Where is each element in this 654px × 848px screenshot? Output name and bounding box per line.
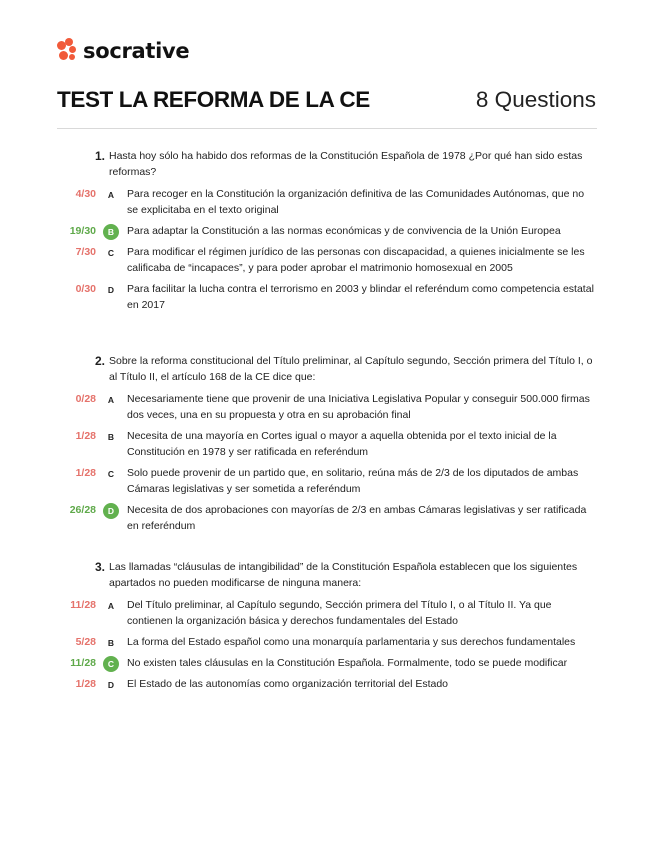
answer-score: 19/30: [69, 225, 96, 237]
answer-text: Para adaptar la Constitución a las normas económicas y de convivencia de la Unión Europea: [127, 225, 561, 237]
answer-row: [0, 655, 654, 671]
answer-letter: B: [107, 432, 115, 442]
question-text: Las llamadas “cláusulas de intangibilidad” de la Constitución Española establecen que los siguientes apartados no pueden modificarse de ninguna manera:: [109, 561, 578, 589]
answer-score: 1/28: [75, 467, 96, 479]
question-2: [0, 353, 654, 534]
question-number: 1.: [94, 149, 105, 163]
question-1: [0, 148, 654, 313]
answer-score: 7/30: [75, 246, 96, 258]
answer-text: Solo puede provenir de un partido que, en solitario, reúna más de 2/3 de los diputados de ambas Cámaras legislativas y ser sometida a referéndum: [127, 467, 579, 495]
answer-letter: A: [107, 601, 115, 611]
page-title: TEST LA REFORMA DE LA CE: [57, 87, 370, 112]
answer-score: 26/28: [69, 504, 96, 516]
answer-letter: A: [107, 395, 115, 405]
answer-letter: D: [107, 285, 115, 295]
answer-text: Para recoger en la Constitución la organización definitiva de las Comunidades Autónomas, que no se explicitaba en el texto original: [127, 188, 585, 216]
brand-logo: [57, 37, 189, 65]
answer-row: [0, 676, 654, 692]
answer-text: Del Título preliminar, al Capítulo segundo, Sección primera del Título I, o al Título II. Ya que contienen la organización básica y derechos fundamentales del Estado: [127, 599, 552, 627]
answer-row: [0, 391, 654, 423]
question-number: 3.: [94, 560, 105, 574]
question-count: 8 Questions: [475, 87, 596, 112]
answer-text: El Estado de las autonomías como organización territorial del Estado: [127, 678, 449, 690]
answer-text: Necesita de dos aprobaciones con mayorías de 2/3 en ambas Cámaras legislativas y ser ratificada en referéndum: [127, 504, 587, 532]
brand-name: socrative: [83, 39, 190, 63]
answer-score: 5/28: [75, 636, 96, 648]
answer-score: 4/30: [75, 188, 96, 200]
answer-score: 11/28: [70, 599, 96, 611]
socrative-logo-icon: [57, 38, 79, 64]
question-header: [94, 148, 595, 180]
answer-score: 11/28: [70, 657, 96, 669]
answer-text: Necesariamente tiene que provenir de una Iniciativa Legislativa Popular y conseguir 500.000 firmas dos veces, una en su propuesta y otra en su aprobación final: [127, 393, 590, 421]
answer-text: No existen tales cláusulas en la Constitución Española. Formalmente, todo se puede modificar: [127, 657, 568, 669]
question-text: Hasta hoy sólo ha habido dos reformas de la Constitución Española de 1978 ¿Por qué han sido estas reformas?: [109, 150, 583, 178]
answer-letter: C: [107, 248, 115, 258]
answer-text: Para facilitar la lucha contra el terrorismo en 2003 y blindar el referéndum como competencia estatal en 2017: [127, 283, 594, 311]
question-text: Sobre la reforma constitucional del Título preliminar, al Capítulo segundo, Sección primera del Título I, o al Título II, el artículo 168 de la CE dice que:: [109, 355, 593, 383]
answer-score: 0/30: [75, 283, 96, 295]
correct-answer-badge: B: [103, 224, 119, 240]
answer-row: [0, 465, 654, 497]
answer-row: [0, 244, 654, 276]
header-divider: [57, 128, 597, 129]
answer-row: [0, 223, 654, 239]
answer-score: 1/28: [75, 430, 96, 442]
answer-row: [0, 186, 654, 218]
question-header: [94, 559, 595, 591]
correct-answer-badge: C: [103, 656, 119, 672]
answer-score: 0/28: [75, 393, 96, 405]
answer-row: [0, 597, 654, 629]
answer-letter: C: [107, 469, 115, 479]
answer-row: [0, 502, 654, 534]
answer-row: [0, 634, 654, 650]
question-3: [0, 559, 654, 692]
correct-answer-badge: D: [103, 503, 119, 519]
answer-letter: A: [107, 190, 115, 200]
answer-text: Para modificar el régimen jurídico de las personas con discapacidad, a quienes inicialmente se les calificaba de “incapaces”, y para poder aprobar el matrimonio homosexual en 2005: [127, 246, 585, 274]
answer-letter: D: [107, 680, 115, 690]
answer-row: [0, 428, 654, 460]
answer-row: [0, 281, 654, 313]
answer-text: Necesita de una mayoría en Cortes igual o mayor a aquella obtenida por el texto inicial de la Constitución en 1978 y ser ratificada en referéndum: [127, 430, 557, 458]
question-number: 2.: [94, 354, 105, 368]
question-header: [94, 353, 595, 385]
answer-letter: B: [107, 638, 115, 648]
answer-score: 1/28: [75, 678, 96, 690]
answer-text: La forma del Estado español como una monarquía parlamentaria y sus derechos fundamentales: [127, 636, 576, 648]
